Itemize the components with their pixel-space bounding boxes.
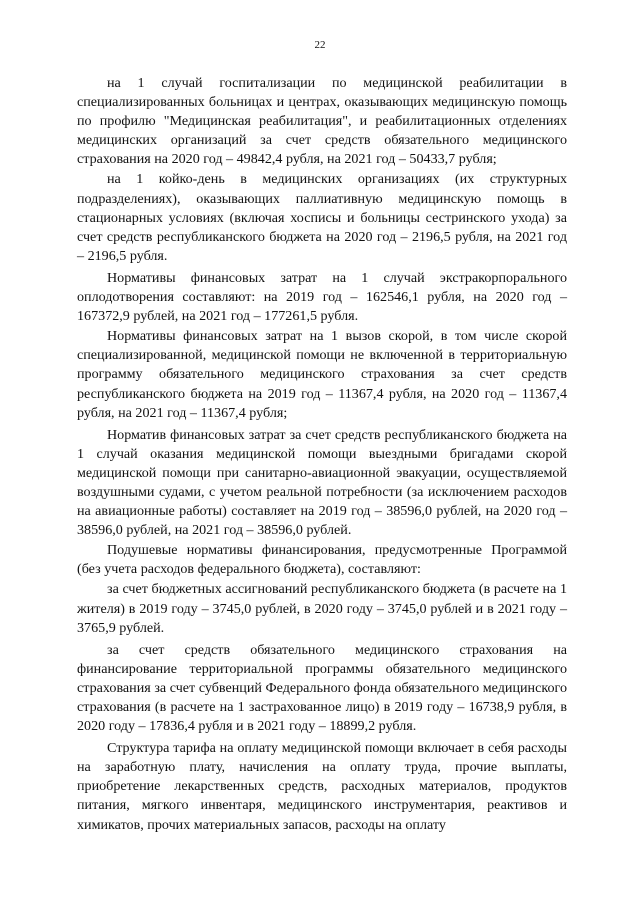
paragraph-per-capita-budget: за счет бюджетных ассигнований республиканского бюджета (в расчете на 1 жителя) в 2019 году – 3745,0 рублей, в 2020 году – 3745,0 рублей и в 2021 году – 3765,9 рублей.	[77, 581, 567, 636]
paragraph-per-capita-oms: за счет средств обязательного медицинского страхования на финансирование территориальной программы обязательного медицинского страхования за счет субвенций Федерального фонда обязательного медицинского страхования (в расчете на 1 застрахованное лицо) в 2019 году – 16738,9 рубля, в 2020 году – 17836,4 рубля и в 2021 году – 18899,2 рубля.	[77, 641, 567, 735]
paragraph-hospitalization-rehab: на 1 случай госпитализации по медицинской реабилитации в специализированных больницах и центрах, оказывающих медицинскую помощь по профилю "Медицинская реабилитация", и реабилитационных отделениях медицинских организаций за счет средств обязательного медицинского страхования на 2020 год – 49842,4 рубля, на 2021 год – 50433,7 рубля;	[77, 75, 567, 168]
paragraph-palliative-bed-day: на 1 койко-день в медицинских организациях (их структурных подразделениях), оказывающих паллиативную медицинскую помощь в стационарных условиях (включая хосписы и больницы сестринского ухода) за счет средств республиканского бюджета на 2020 год – 2196,5 рубля, на 2021 год – 2196,5 рубля.	[77, 171, 567, 264]
paragraph-air-ambulance-costs: Норматив финансовых затрат за счет средств республиканского бюджета на 1 случай оказания медицинской помощи выездными бригадами скорой медицинской помощи при санитарно-авиационной эвакуации, осуществляемой воздушными судами, с учетом реальной потребности (за исключением расходов на авиационные работы) составляет на 2019 год – 38596,0 рублей, на 2020 год – 38596,0 рублей, на 2021 год – 38596,0 рублей.	[77, 426, 567, 539]
paragraph-per-capita-intro: Подушевые нормативы финансирования, предусмотренные Программой (без учета расходов федерального бюджета), составляют:	[77, 542, 567, 578]
paragraph-ivf-costs: Нормативы финансовых затрат на 1 случай экстракорпорального оплодотворения составляют: на 2019 год – 162546,1 рубля, на 2020 год – 167372,9 рублей, на 2021 год – 177261,5 рубля.	[77, 269, 567, 325]
paragraph-tariff-structure: Структура тарифа на оплату медицинской помощи включает в себя расходы на заработную плату, начисления на оплату труда, прочие выплаты, приобретение лекарственных средств, расходных материалов, продуктов питания, мягкого инвентаря, медицинского инструментария, реактивов и химикатов, прочих материальных запасов, расходы на оплату	[77, 740, 567, 833]
page-number: 22	[314, 39, 326, 51]
paragraph-ambulance-call-costs: Нормативы финансовых затрат на 1 вызов скорой, в том числе скорой специализированной, медицинской помощи не включенной в территориальную программу обязательного медицинского страхования за счет средств республиканского бюджета на 2019 год – 11367,4 рубля, на 2020 год – 11367,4 рубля, на 2021 год – 11367,4 рубля;	[77, 328, 567, 421]
body-text	[77, 74, 567, 835]
